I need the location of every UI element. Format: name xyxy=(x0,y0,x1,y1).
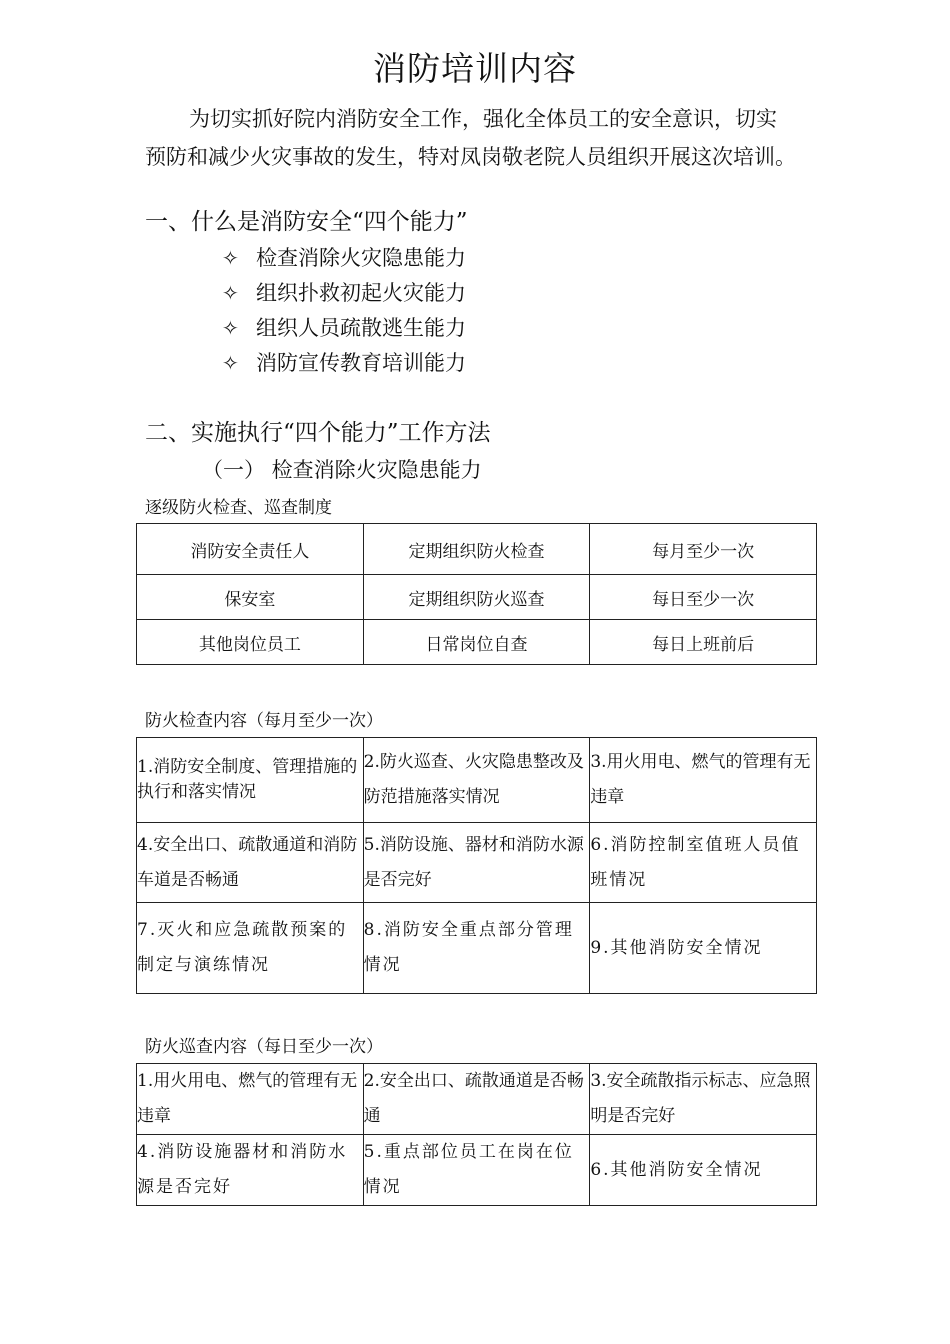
bullet-text: 检查消除火灾隐患能力 xyxy=(256,246,466,270)
table-cell: 1.消防安全制度、管理措施的执行和落实情况 xyxy=(137,738,364,823)
table-cell: 消防安全责任人 xyxy=(137,524,364,575)
intro-line-2: 预防和减少火灾事故的发生，特对凤岗敬老院人员组织开展这次培训。 xyxy=(145,145,796,169)
table-row xyxy=(137,620,817,665)
bullet-star-icon: ✧ xyxy=(222,351,239,375)
table-cell: 8.消防安全重点部分管理情况 xyxy=(363,903,590,994)
table-cell: 定期组织防火巡查 xyxy=(363,575,590,620)
table-cell: 5.消防设施、器材和消防水源是否完好 xyxy=(363,823,590,903)
table-cell: 其他岗位员工 xyxy=(137,620,364,665)
table-cell: 4.安全出口、疏散通道和消防车道是否畅通 xyxy=(137,823,364,903)
table-row xyxy=(137,738,817,823)
table-1-caption: 逐级防火检查、巡查制度 xyxy=(145,498,332,518)
table-cell: 6.消防控制室值班人员值班情况 xyxy=(590,823,817,903)
section-2-heading: 二、实施执行“四个能力”工作方法 xyxy=(145,420,491,446)
table-cell: 6.其他消防安全情况 xyxy=(590,1135,817,1206)
bullet-star-icon: ✧ xyxy=(222,316,239,340)
table-cell: 保安室 xyxy=(137,575,364,620)
bullet-text: 组织人员疏散逃生能力 xyxy=(256,316,466,340)
bullet-item xyxy=(222,311,466,345)
table-cell: 5.重点部位员工在岗在位情况 xyxy=(363,1135,590,1206)
table-cell: 2.安全出口、疏散通道是否畅通 xyxy=(363,1064,590,1135)
table-row xyxy=(137,1135,817,1206)
bullet-text: 组织扑救初起火灾能力 xyxy=(256,281,466,305)
monthly-inspection-table xyxy=(136,737,817,994)
page-title: 消防培训内容 xyxy=(373,49,577,88)
table-cell: 9.其他消防安全情况 xyxy=(590,903,817,994)
intro-line-1: 为切实抓好院内消防安全工作，强化全体员工的安全意识，切实 xyxy=(189,107,777,131)
section-1-heading: 一、什么是消防安全“四个能力” xyxy=(145,209,468,235)
bullet-star-icon: ✧ xyxy=(222,281,239,305)
table-row xyxy=(137,1064,817,1135)
table-cell: 2.防火巡查、火灾隐患整改及防范措施落实情况 xyxy=(363,738,590,823)
table-cell: 每日至少一次 xyxy=(590,575,817,620)
table-cell: 每月至少一次 xyxy=(590,524,817,575)
table-cell: 每日上班前后 xyxy=(590,620,817,665)
bullet-item xyxy=(222,241,466,275)
table-row xyxy=(137,575,817,620)
table-2-caption: 防火检查内容（每月至少一次） xyxy=(145,711,383,731)
table-3-caption: 防火巡查内容（每日至少一次） xyxy=(145,1037,383,1057)
bullet-item xyxy=(222,276,466,310)
table-cell: 3.安全疏散指示标志、应急照明是否完好 xyxy=(590,1064,817,1135)
intro-paragraph xyxy=(145,100,825,176)
table-row xyxy=(137,903,817,994)
table-cell: 1.用火用电、燃气的管理有无违章 xyxy=(137,1064,364,1135)
table-cell: 日常岗位自查 xyxy=(363,620,590,665)
table-cell: 7.灭火和应急疏散预案的制定与演练情况 xyxy=(137,903,364,994)
bullet-star-icon: ✧ xyxy=(222,246,239,270)
table-cell: 3.用火用电、燃气的管理有无违章 xyxy=(590,738,817,823)
daily-patrol-table xyxy=(136,1063,817,1206)
section-2-subheading: （一） 检查消除火灾隐患能力 xyxy=(202,458,482,482)
table-row xyxy=(137,823,817,903)
bullet-item xyxy=(222,346,466,380)
inspection-schedule-table xyxy=(136,523,817,665)
table-cell: 4.消防设施器材和消防水源是否完好 xyxy=(137,1135,364,1206)
table-cell: 定期组织防火检查 xyxy=(363,524,590,575)
table-row xyxy=(137,524,817,575)
bullet-text: 消防宣传教育培训能力 xyxy=(256,351,466,375)
